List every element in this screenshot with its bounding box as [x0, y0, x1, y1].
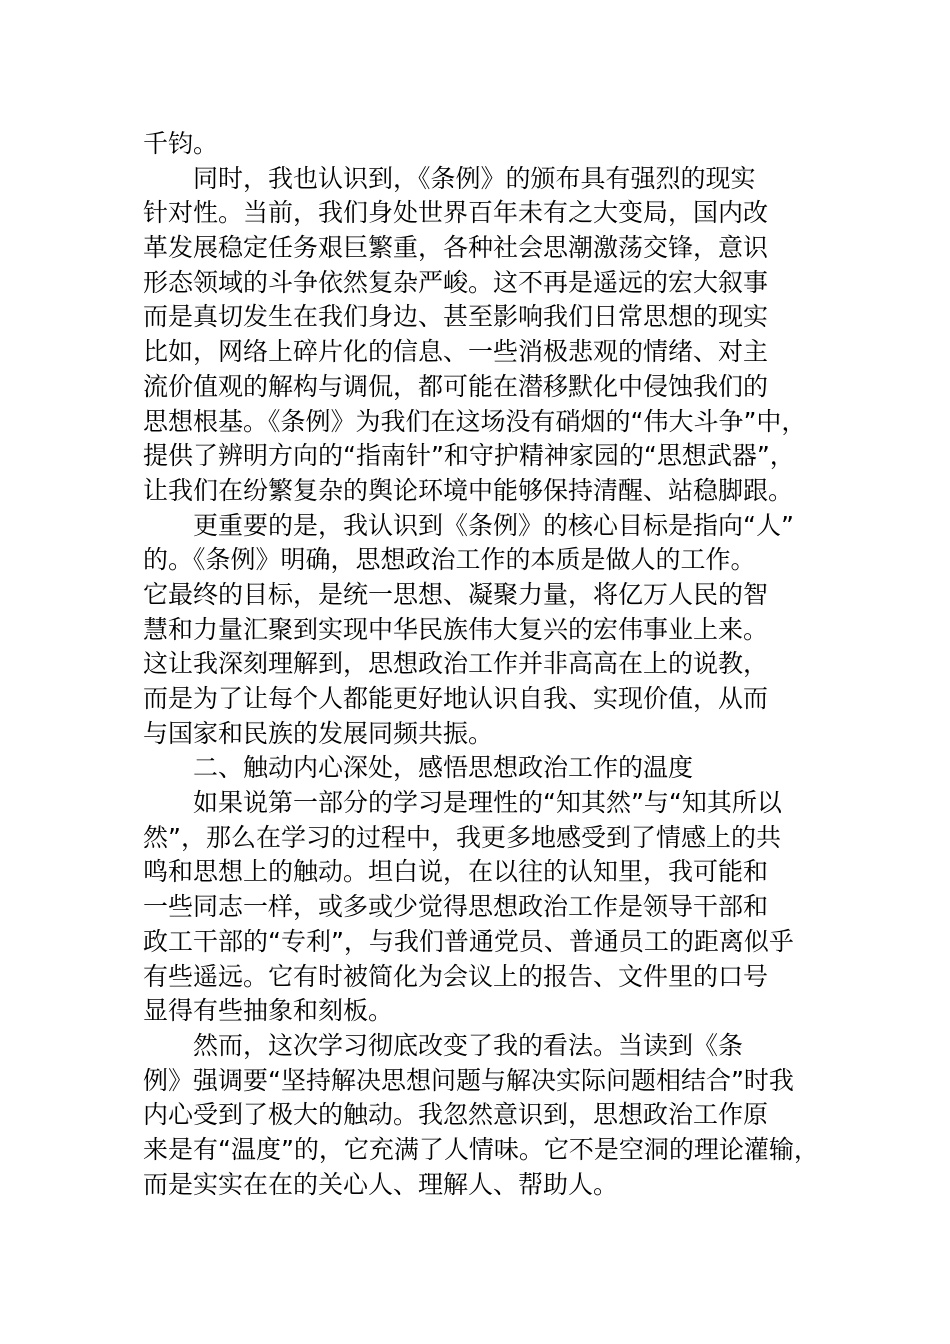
text-line: 的。《条例》明确，思想政治工作的本质是做人的工作。 — [143, 545, 756, 575]
paragraph-start-line: 如果说第一部分的学习是理性的“知其然”与“知其所以 — [193, 788, 782, 818]
text-line: 慧和力量汇聚到实现中华民族伟大复兴的宏伟事业上来。 — [143, 614, 769, 644]
text-line: 千钧。 — [143, 129, 219, 158]
text-line: 而是为了让每个人都能更好地认识自我、实现价值，从而 — [143, 684, 769, 713]
text-line: 显得有些抽象和刻板。 — [143, 996, 394, 1026]
paragraph-start-line: 然而，这次学习彻底改变了我的看法。当读到《条 — [193, 1030, 744, 1060]
text-line: 提供了辨明方向的“指南针”和守护精神家园的“思想武器”， — [143, 441, 795, 471]
text-line: 形态领域的斗争依然复杂严峻。这不再是遥远的宏大叙事 — [143, 267, 769, 297]
paragraph-start-line: 更重要的是，我认识到《条例》的核心目标是指向“人” — [193, 510, 794, 540]
text-line: 与国家和民族的发展同频共振。 — [143, 718, 494, 748]
text-line: 它最终的目标，是统一思想、凝聚力量，将亿万人民的智 — [143, 579, 769, 609]
text-line: 一些同志一样，或多或少觉得思想政治工作是领导干部和 — [143, 892, 769, 922]
text-line: 政工干部的“专利”，与我们普通党员、普通员工的距离似乎 — [143, 926, 794, 956]
text-line: 来是有“温度”的，它充满了人情味。它不是空洞的理论灌输， — [143, 1134, 819, 1164]
text-line: 而是实实在在的关心人、理解人、帮助人。 — [143, 1169, 619, 1199]
text-line: 而是真切发生在我们身边、甚至影响我们日常思想的现实 — [143, 302, 769, 332]
text-line: 有些遥远。它有时被简化为会议上的报告、文件里的口号 — [143, 961, 769, 991]
text-line: 内心受到了极大的触动。我忽然意识到，思想政治工作原 — [143, 1100, 769, 1130]
text-line: 比如，网络上碎片化的信息、一些消极悲观的情绪、对主 — [143, 337, 769, 367]
text-line: 例》强调要“坚持解决思想问题与解决实际问题相结合”时我 — [143, 1065, 794, 1095]
text-line: 然”，那么在学习的过程中，我更多地感受到了情感上的共 — [143, 822, 781, 852]
document-body — [143, 127, 833, 1202]
text-line: 思想根基。《条例》为我们在这场没有硝烟的“伟大斗争”中， — [143, 406, 807, 436]
text-line: 这让我深刻理解到，思想政治工作并非高高在上的说教， — [143, 649, 769, 679]
paragraph-start-line: 同时，我也认识到，《条例》的颁布具有强烈的现实 — [193, 163, 756, 193]
text-line: 鸣和思想上的触动。坦白说，在以往的认知里，我可能和 — [143, 857, 769, 887]
text-line: 让我们在纷繁复杂的舆论环境中能够保持清醒、站稳脚跟。 — [143, 475, 794, 505]
text-line: 针对性。当前，我们身处世界百年未有之大变局，国内改 — [143, 198, 769, 228]
section-heading: 二、触动内心深处，感悟思想政治工作的温度 — [193, 753, 694, 783]
text-line: 流价值观的解构与调侃，都可能在潜移默化中侵蚀我们的 — [143, 371, 769, 401]
text-line: 革发展稳定任务艰巨繁重，各种社会思潮激荡交锋，意识 — [143, 233, 769, 263]
